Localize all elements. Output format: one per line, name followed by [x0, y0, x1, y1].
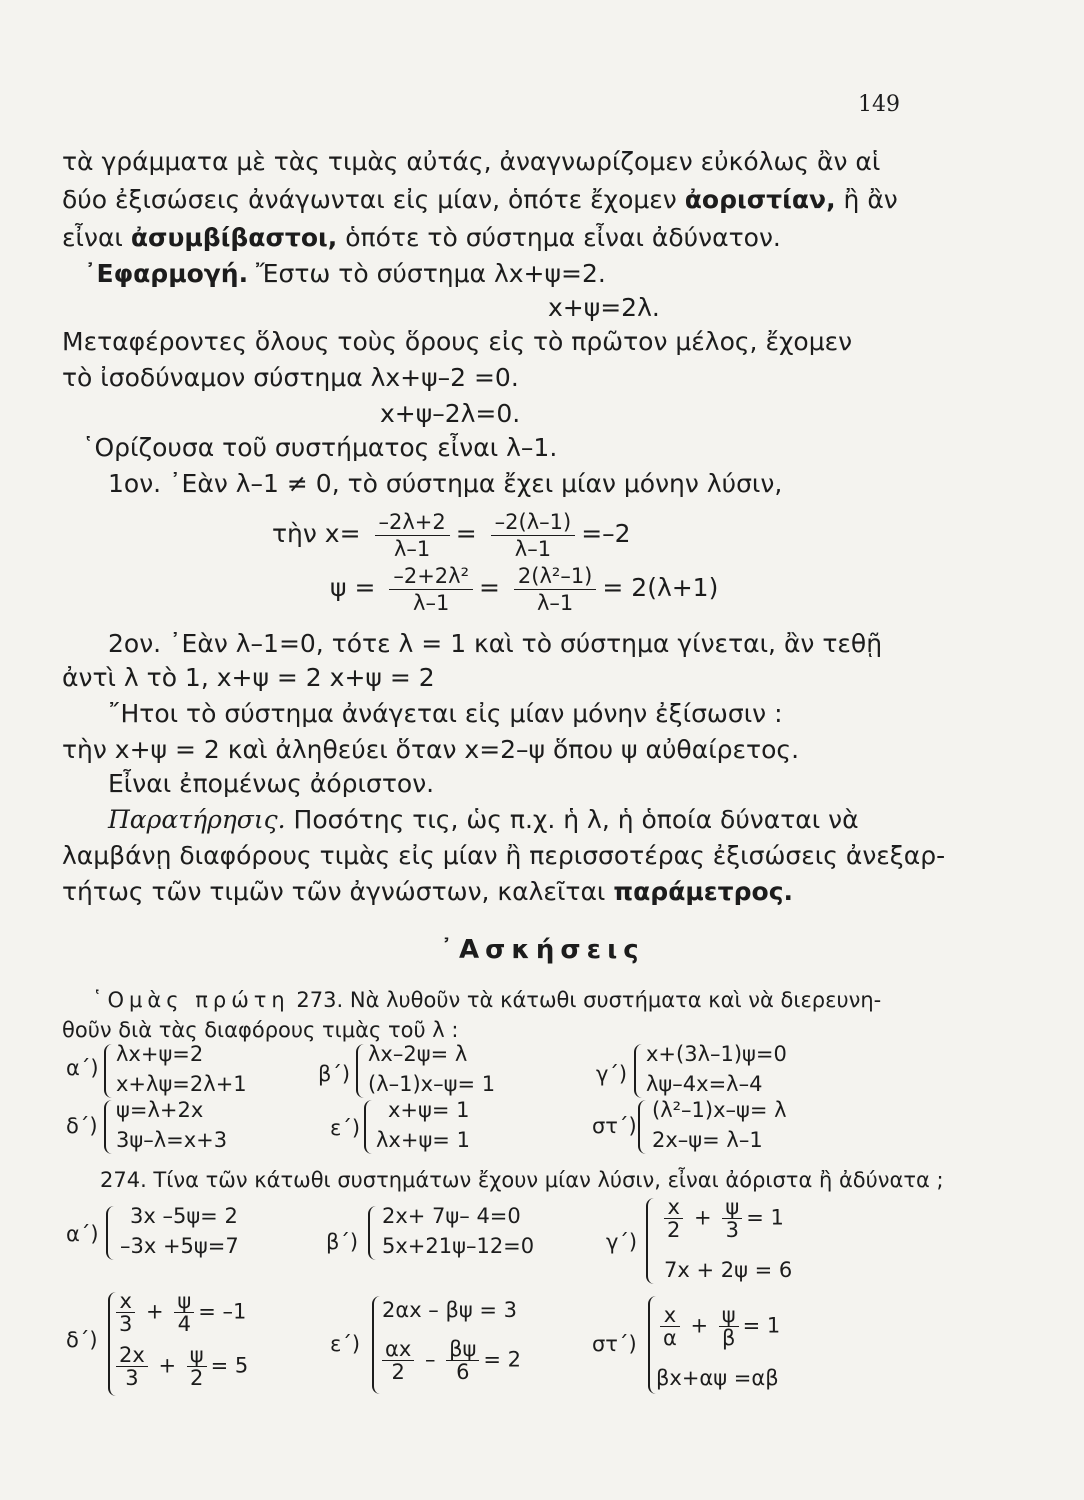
- text-line: τήτως τῶν τιμῶν τῶν ἀγνώστων, καλεῖται παράμετρος.: [62, 877, 794, 906]
- text-line: Μεταφέροντες ὅλους τοὺς ὅρους εἰς τὸ πρῶτον μέλος, ἔχομεν: [62, 327, 853, 356]
- page-number: 149: [858, 92, 900, 117]
- system-273-b: β΄) λx–2ψ= λ (λ–1)x–ψ= 1: [318, 1042, 496, 1096]
- system-273-f: στ΄) (λ²–1)x–ψ= λ 2x–ψ= λ–1: [592, 1098, 787, 1152]
- case-1-line: 1ον. ᾿Εὰν λ–1 ≠ 0, τὸ σύστημα ἔχει μίαν μόνην λύσιν,: [108, 469, 783, 498]
- exercise-274-line: 274. Τίνα τῶν κάτωθι συστημάτων ἔχουν μίαν λύσιν, εἶναι ἀόριστα ἢ ἀδύνατα ;: [100, 1168, 944, 1192]
- equation: x+ψ=2λ.: [548, 293, 660, 322]
- system-273-c: γ΄) x+(3λ–1)ψ=0 λψ–4x=λ–4: [596, 1042, 787, 1096]
- text-line: τὴν x+ψ = 2 καὶ ἀληθεύει ὅταν x=2–ψ ὅπου ψ αὐθαίρετος.: [62, 735, 800, 764]
- system-274-c: γ΄) $\frac{x}{2}$ + $\frac{\psi}{3}$ = 1 7x + 2ψ = 6: [606, 1195, 793, 1282]
- system-273-e: ε΄) x+ψ= 1 λx+ψ= 1: [330, 1098, 470, 1152]
- equation: x+ψ–2λ=0.: [380, 399, 521, 428]
- text-line: λαμβάνῃ διαφόρους τιμὰς εἰς μίαν ἢ περισσοτέρας ἐξισώσεις ἀνεξαρ-: [62, 841, 946, 870]
- text-line: ῎Ητοι τὸ σύστημα ἀνάγεται εἰς μίαν μόνην ἐξίσωσιν :: [108, 699, 783, 728]
- system-273-d: δ΄) ψ=λ+2x 3ψ–λ=x+3: [66, 1098, 228, 1152]
- exercises-heading: ᾿Ασκήσεις: [440, 935, 645, 965]
- remark-label: Παρατήρησις.: [108, 805, 286, 834]
- exercise-273-line: ῾Ομὰς πρώτη 273. Νὰ λυθοῦν τὰ κάτωθι συστήματα καὶ νὰ διερευνη-: [92, 988, 882, 1012]
- application-line: ᾿Εφαρμογή. Ἔστω τὸ σύστημα λx+ψ=2.: [84, 259, 606, 288]
- case-2-line: 2ον. ᾿Εὰν λ–1=0, τότε λ = 1 καὶ τὸ σύστημα γίνεται, ἂν τεθῇ: [108, 629, 883, 658]
- application-label: ᾿Εφαρμογή.: [84, 259, 249, 288]
- term-asymvivastoi: ἀσυμβίβαστοι,: [130, 223, 338, 252]
- text-line: θοῦν διὰ τὰς διαφόρους τιμὰς τοῦ λ :: [62, 1018, 459, 1042]
- group-label: ῾Ομὰς πρώτη: [92, 988, 290, 1012]
- x-solution: τὴν x= $\frac{-2\lambda+2}{\lambda-1}$ = $\frac{-2(\lambda-1)}{\lambda-1}$ =–2: [272, 509, 631, 561]
- system-274-f: στ΄) $\frac{x}{\alpha}$ + $\frac{\psi}{\beta}$ = 1 βx+αψ =αβ: [592, 1294, 872, 1398]
- text-line: τὸ ἰσοδύναμον σύστημα λx+ψ–2 =0.: [62, 363, 519, 392]
- determinant-line: ῾Ορίζουσα τοῦ συστήματος εἶναι λ–1.: [82, 433, 558, 462]
- remark-line: Παρατήρησις. Ποσότης τις, ὡς π.χ. ἡ λ, ἡ ὁποία δύναται νὰ: [108, 805, 859, 834]
- term-aoristia: ἀοριστίαν,: [684, 185, 836, 214]
- text-line: τὰ γράμματα μὲ τὰς τιμὰς αὐτάς, ἀναγνωρίζομεν εὐκόλως ἂν αἱ: [62, 147, 881, 176]
- text-line: ἀντὶ λ τὸ 1, x+ψ = 2 x+ψ = 2: [62, 663, 435, 692]
- term-parametros: παράμετρος.: [613, 877, 794, 906]
- system-274-b: β΄) 2x+ 7ψ– 4=0 5x+21ψ–12=0: [326, 1204, 535, 1258]
- y-solution: ψ = $\frac{\text{–2+2λ²}}{\lambda-1}$ = $\frac{\text{2(λ²–1)}}{\lambda-1}$ = 2(λ+1): [330, 563, 719, 615]
- text-line: Εἶναι ἐπομένως ἀόριστον.: [108, 769, 435, 798]
- system-274-d: δ΄) $\frac{x}{3}$ + $\frac{\psi}{4}$ = –1 $\frac{2x}{3}$ + $\frac{\psi}{2}$ = 5: [66, 1290, 306, 1400]
- text-line: εἶναι ἀσυμβίβαστοι, ὁπότε τὸ σύστημα εἶναι ἀδύνατον.: [62, 223, 781, 252]
- system-274-a: α΄) 3x –5ψ= 2 –3x +5ψ=7: [66, 1204, 239, 1258]
- system-273-a: α΄) λx+ψ=2 x+λψ=2λ+1: [66, 1042, 247, 1096]
- system-274-e: ε΄) 2αx – βψ = 3 $\frac{\alpha x}{2}$ – $\frac{\beta\psi}{6}$ = 2: [330, 1294, 570, 1398]
- text-line: δύο ἐξισώσεις ἀνάγωνται εἰς μίαν, ὁπότε ἔχομεν ἀοριστίαν, ἢ ἂν: [62, 185, 898, 214]
